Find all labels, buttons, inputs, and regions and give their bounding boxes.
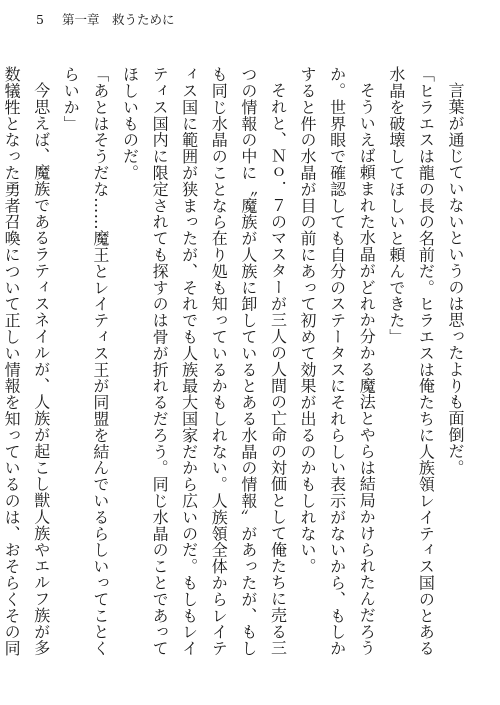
paragraph: それと、Ｎｏ．７のマスターが三人の人間の亡命の対価として俺たちに売る三つの情報の中に〝魔族が人族に卸しているとある水晶の情報〟があったが、もしも同じ水晶のことなら在り処も知っているかもしれない。人族領全体からレイティス国に範囲が狭まったが、それでも人族最大国家だから広いのだ。もしもレイティス国内に限定されても探すのは骨が折れるだろう。同じ水晶のことであってほしいものだ。 (120, 66, 288, 657)
paragraph: 言葉が通じていないというのは思ったよりも面倒だ。 (446, 82, 465, 476)
page-number: 5 (36, 12, 44, 27)
novel-body-text (2, 66, 470, 662)
paragraph: 「あとはそうだな……魔王とレイティス王が同盟を結んでいるらしいってことくらいか」 (61, 66, 110, 657)
paragraph: 今思えば、魔族であるラティスネイルが、人族が起こし獣人族やエルフ族が多数犠牲となった勇者召喚について正しい情報を知っているのは、おそらくその同 (2, 66, 51, 657)
paragraph: そういえば頼まれた水晶がどれか分かる魔法とやらは結局かけられたんだろうか。世界眼で確認しても自分のステータスにそれらしい表示がないから、もしかすると件の水晶が目の前にあって初めて効果が出るのかもしれない。 (298, 66, 377, 657)
paragraph: 「ヒラエスは龍の長の名前だ。ヒラエスは俺たちに人族領レイティス国のとある水晶を破壊してほしいと頼んできた」 (386, 66, 436, 657)
chapter-title: 第一章 救うために (61, 12, 175, 27)
running-header (36, 10, 174, 28)
